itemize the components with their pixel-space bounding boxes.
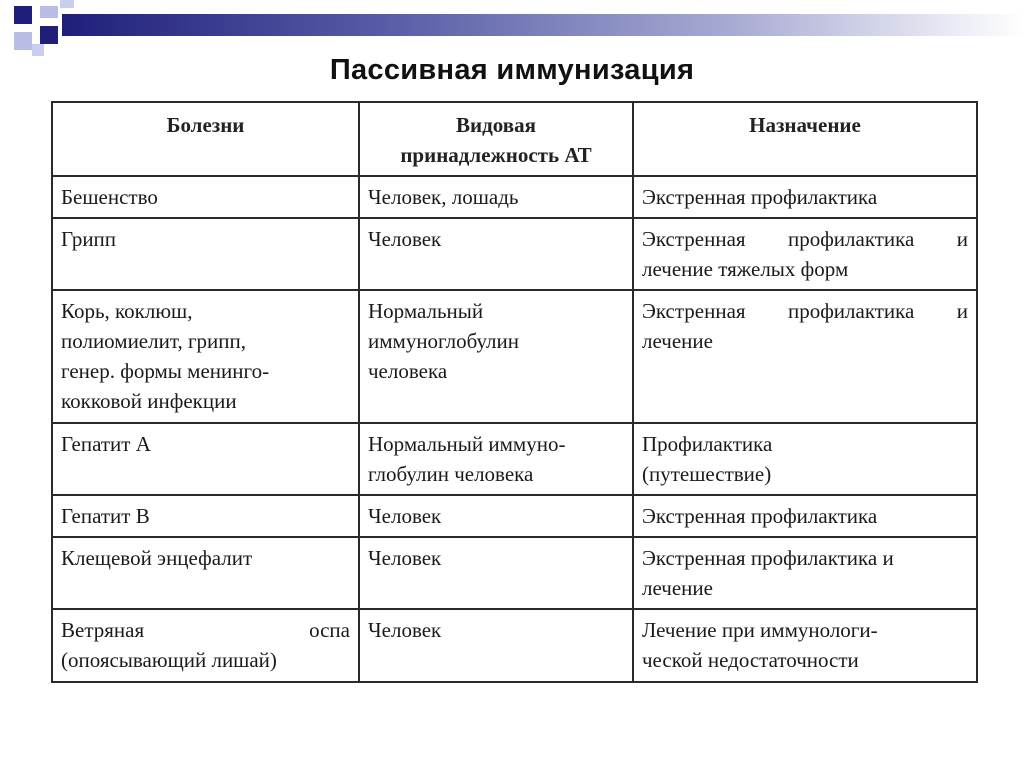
cell-line: Корь, коклюш, bbox=[61, 299, 193, 323]
table-row bbox=[52, 423, 977, 495]
table-row bbox=[52, 290, 977, 423]
cell-line: Грипп bbox=[61, 227, 117, 251]
cell-purpose bbox=[633, 423, 977, 495]
cell-species bbox=[359, 218, 633, 290]
cell-disease bbox=[52, 423, 359, 495]
cell-line: (путешествие) bbox=[642, 462, 772, 486]
decorative-square-navy bbox=[40, 26, 58, 44]
cell-line: человека bbox=[368, 359, 448, 383]
cell-species bbox=[359, 609, 633, 682]
column-header-purpose: Назначение bbox=[633, 102, 977, 176]
cell-line: Экстренная профилактика bbox=[642, 504, 878, 528]
cell-purpose bbox=[633, 218, 977, 290]
cell-species bbox=[359, 290, 633, 423]
cell-line: Профилактика bbox=[642, 432, 773, 456]
cell-purpose bbox=[633, 537, 977, 609]
cell-purpose bbox=[633, 609, 977, 682]
column-header-diseases: Болезни bbox=[52, 102, 359, 176]
page-title: Пассивная иммунизация bbox=[329, 54, 695, 86]
decorative-square-navy bbox=[14, 6, 32, 24]
cell-disease bbox=[52, 176, 359, 218]
cell-line: лечение тяжелых форм bbox=[642, 257, 849, 281]
table-row bbox=[52, 609, 977, 682]
cell-disease bbox=[52, 537, 359, 609]
cell-purpose bbox=[633, 290, 977, 423]
cell-line: Лечение при иммунологи- bbox=[642, 618, 878, 642]
immunization-table bbox=[51, 101, 978, 683]
table-row bbox=[52, 218, 977, 290]
cell-line: иммуноглобулин bbox=[368, 329, 519, 353]
table-header-row bbox=[52, 102, 977, 176]
cell-line: кокковой инфекции bbox=[61, 389, 237, 413]
cell-line: Экстренная профилактика и bbox=[642, 546, 894, 570]
cell-line: лечение bbox=[642, 329, 713, 353]
cell-line: глобулин человека bbox=[368, 462, 534, 486]
cell-line: Экстренная профилактика bbox=[642, 185, 878, 209]
table-row bbox=[52, 495, 977, 537]
cell-line: Клещевой энцефалит bbox=[61, 546, 253, 570]
cell-line: Нормальный иммуно- bbox=[368, 432, 566, 456]
decorative-square-lavender bbox=[60, 0, 74, 8]
cell-line: Экстренная профилактика и bbox=[642, 227, 968, 251]
cell-disease bbox=[52, 495, 359, 537]
table-row bbox=[52, 176, 977, 218]
table-row bbox=[52, 537, 977, 609]
cell-species bbox=[359, 495, 633, 537]
cell-purpose bbox=[633, 495, 977, 537]
cell-purpose bbox=[633, 176, 977, 218]
header-gradient-bar bbox=[62, 14, 1024, 36]
cell-line: ческой недостаточности bbox=[642, 648, 859, 672]
cell-line: Ветряная оспа bbox=[61, 618, 350, 642]
decorative-square-lavender bbox=[14, 32, 32, 50]
cell-species bbox=[359, 176, 633, 218]
cell-line: Экстренная профилактика и bbox=[642, 299, 968, 323]
cell-line: лечение bbox=[642, 576, 713, 600]
cell-line: Бешенство bbox=[61, 185, 158, 209]
cell-line: Человек bbox=[368, 504, 442, 528]
cell-disease bbox=[52, 290, 359, 423]
cell-line: Человек bbox=[368, 227, 442, 251]
cell-line: (опоясывающий лишай) bbox=[61, 648, 277, 672]
cell-line: Человек bbox=[368, 618, 442, 642]
cell-line: Гепатит А bbox=[61, 432, 151, 456]
column-header-species-line: принадлежность АТ bbox=[400, 143, 592, 167]
cell-line: генер. формы менинго- bbox=[61, 359, 270, 383]
column-header-species bbox=[359, 102, 633, 176]
cell-species bbox=[359, 423, 633, 495]
cell-line: Человек bbox=[368, 546, 442, 570]
cell-line: Человек, лошадь bbox=[368, 185, 519, 209]
cell-disease bbox=[52, 609, 359, 682]
column-header-species-line: Видовая bbox=[456, 113, 536, 137]
cell-line: Гепатит В bbox=[61, 504, 150, 528]
cell-disease bbox=[52, 218, 359, 290]
cell-species bbox=[359, 537, 633, 609]
cell-line: Нормальный bbox=[368, 299, 484, 323]
cell-line: полиомиелит, грипп, bbox=[61, 329, 247, 353]
decorative-square-lavender bbox=[40, 6, 58, 18]
